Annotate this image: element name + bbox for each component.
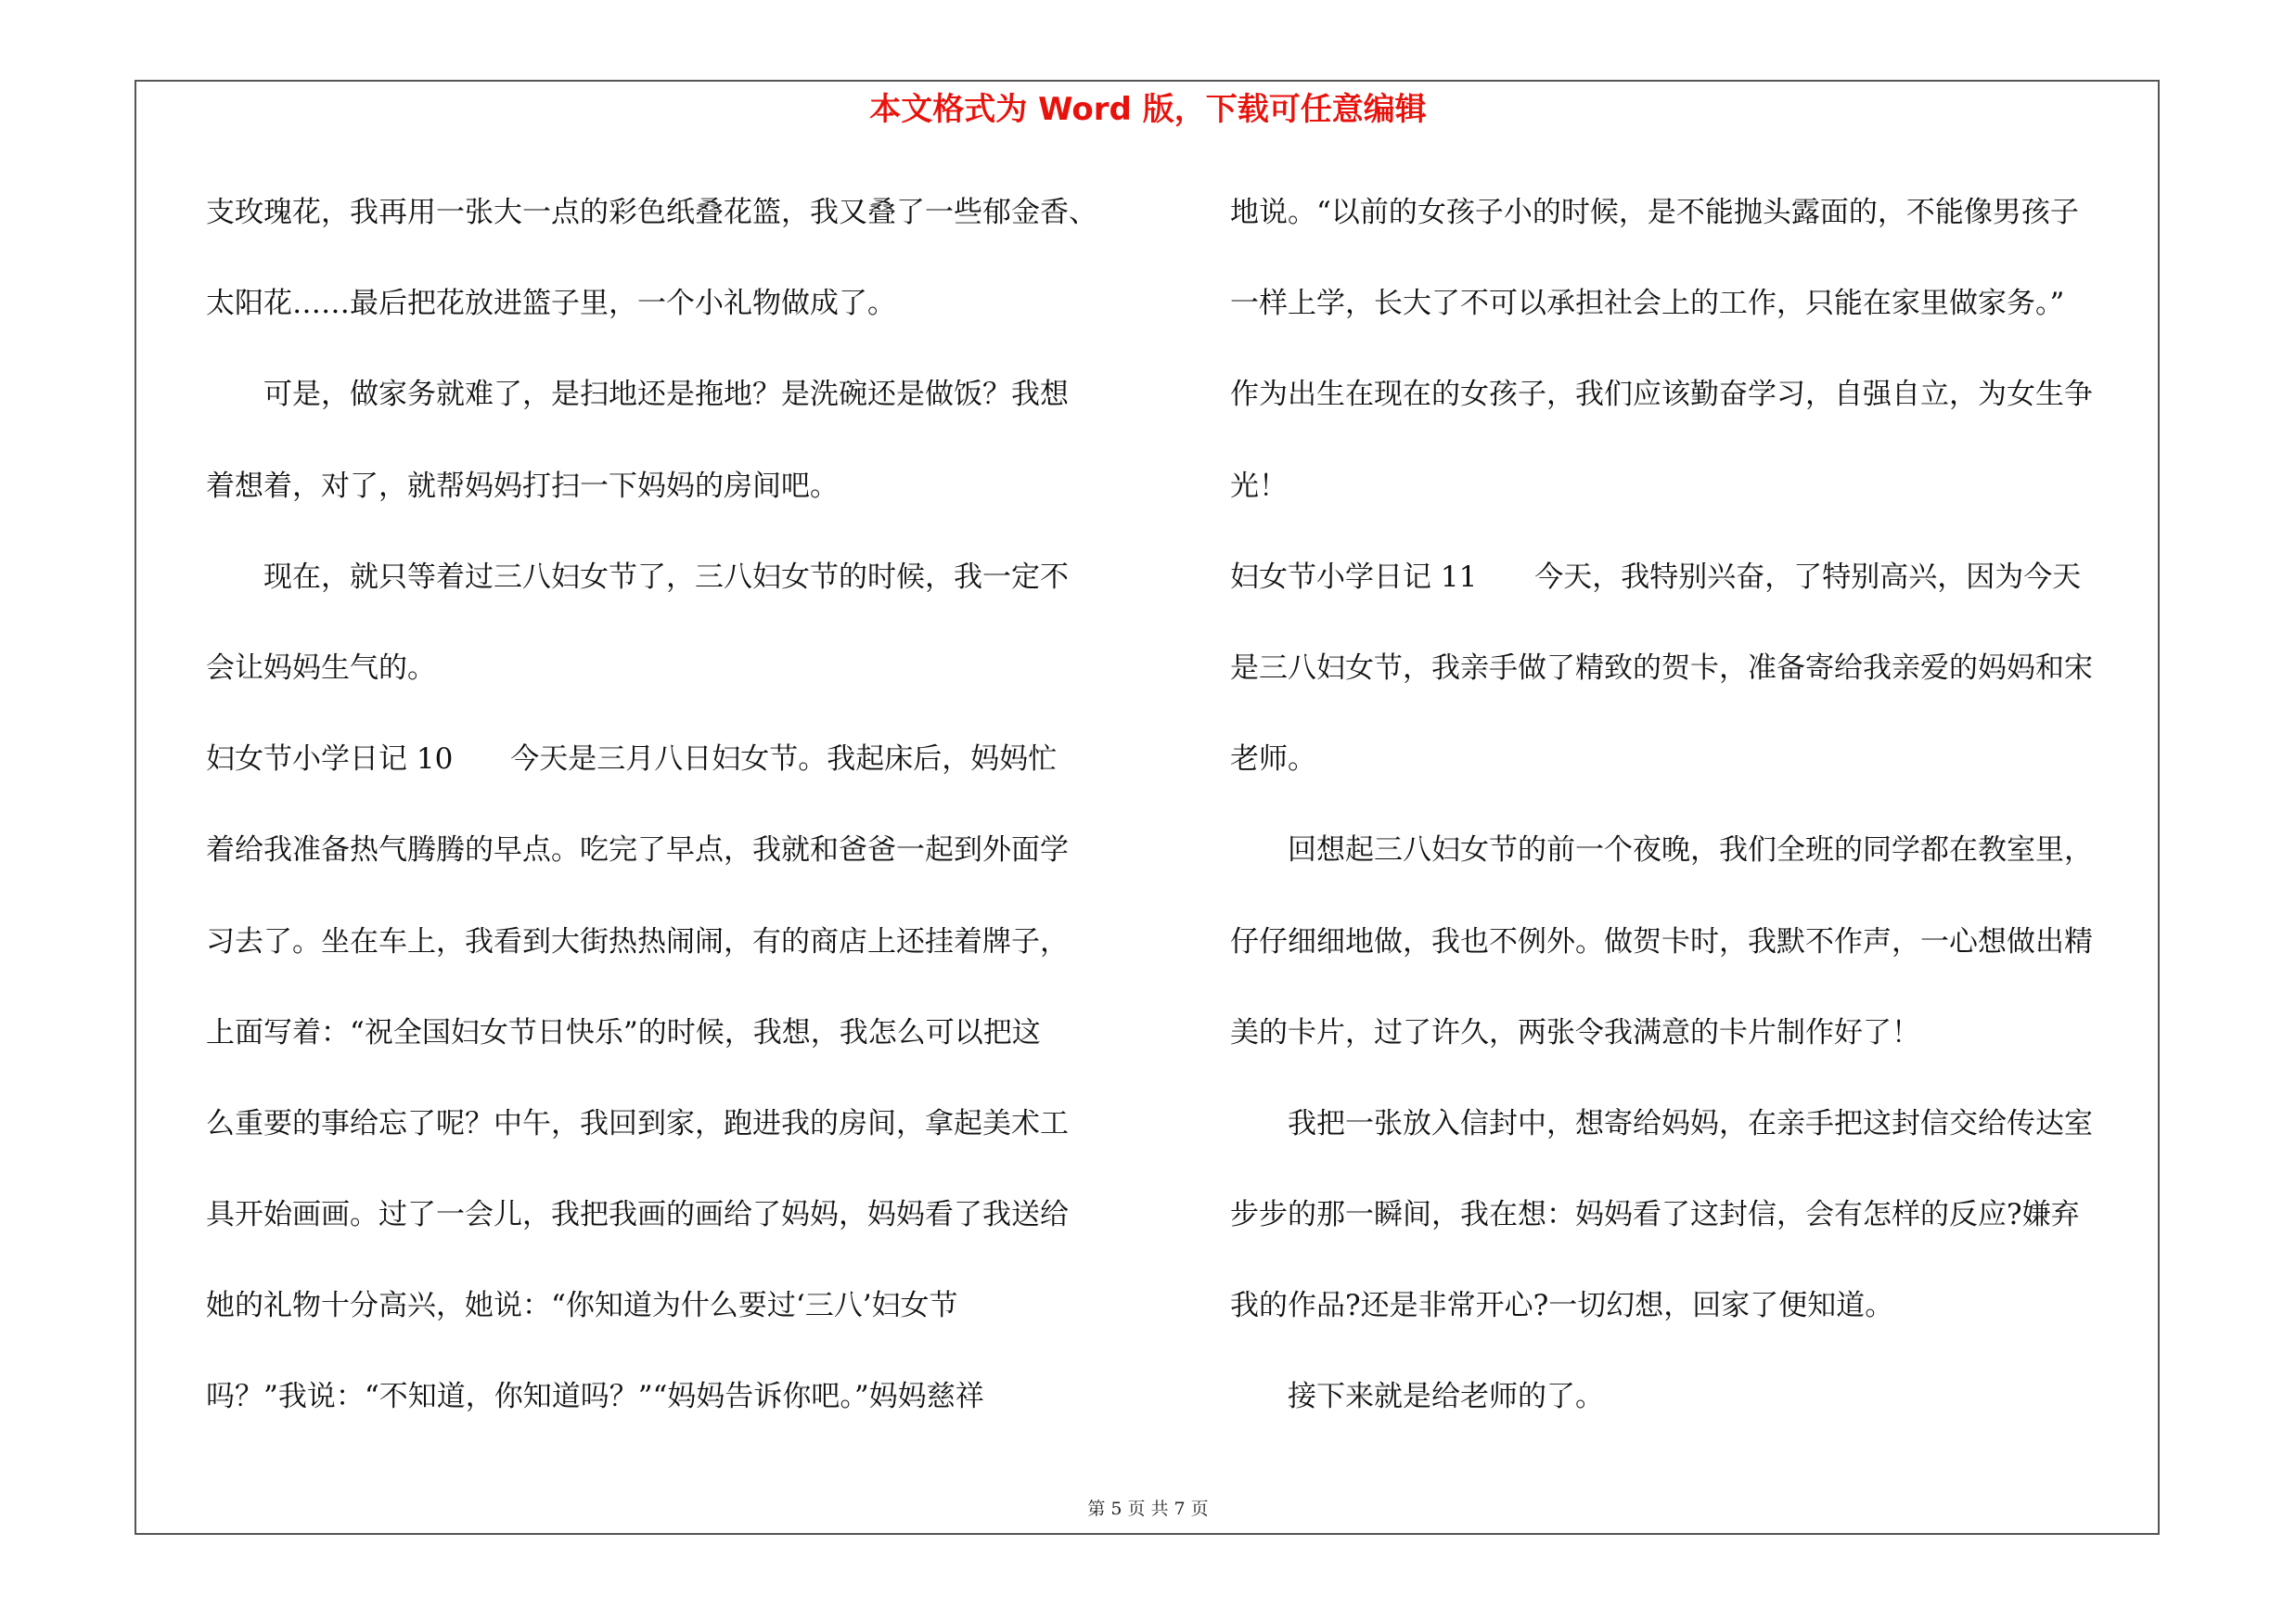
text-line: 吗？”我说：“不知道，你知道吗？”“妈妈告诉你吧。”妈妈慈祥: [206, 1380, 984, 1414]
text-line: 美的卡片，过了许久，两张令我满意的卡片制作好了！: [1230, 1015, 1920, 1050]
section-heading-line: 妇女节小学日记 10 今天是三月八日妇女节。我起床后，妈妈忙: [206, 742, 1058, 777]
text-line: 回想起三八妇女节的前一个夜晚，我们全班的同学都在教室里，: [1230, 833, 2093, 868]
text-line: 我把一张放入信封中，想寄给妈妈，在亲手把这封信交给传达室: [1230, 1106, 2093, 1140]
text-line: 是三八妇女节，我亲手做了精致的贺卡，准备寄给我亲爱的妈妈和宋: [1230, 650, 2093, 685]
right-column: [1230, 186, 2176, 1462]
text-line: 着想着，对了，就帮妈妈打扫一下妈妈的房间吧。: [206, 469, 839, 503]
text-line: 作为出生在现在的女孩子，我们应该勤奋学习，自强自立，为女生争: [1230, 378, 2093, 412]
text-line: 步步的那一瞬间，我在想：妈妈看了这封信，会有怎样的反应?嫌弃: [1230, 1198, 2080, 1232]
format-banner: 本文格式为 Word 版，下载可任意编辑: [869, 91, 1427, 128]
text-line: 现在，就只等着过三八妇女节了，三八妇女节的时候，我一定不: [206, 560, 1069, 594]
text-line: 会让妈妈生气的。: [206, 650, 436, 685]
text-line: 她的礼物十分高兴，她说：“你知道为什么要过‘三八’妇女节: [206, 1289, 958, 1323]
text-line: 上面写着：“祝全国妇女节日快乐”的时候，我想，我怎么可以把这: [206, 1015, 1041, 1050]
text-line: 可是，做家务就难了，是扫地还是拖地？是洗碗还是做饭？我想: [206, 378, 1069, 412]
text-line: 老师。: [1230, 742, 1316, 777]
text-line: 具开始画画。过了一会儿，我把我画的画给了妈妈，妈妈看了我送给: [206, 1198, 1069, 1232]
text-line: 光！: [1230, 469, 1288, 503]
page-number-footer: 第 5 页 共 7 页: [1087, 1499, 1209, 1519]
text-line: 习去了。坐在车上，我看到大街热热闹闹，有的商店上还挂着牌子，: [206, 924, 1069, 959]
text-line: 接下来就是给老师的了。: [1230, 1380, 1604, 1414]
text-line: 太阳花……最后把花放进篮子里，一个小礼物做成了。: [206, 287, 896, 321]
text-line: 仔仔细细地做，我也不例外。做贺卡时，我默不作声，一心想做出精: [1230, 924, 2093, 959]
section-heading-line: 妇女节小学日记 11 今天，我特别兴奋，了特别高兴，因为今天: [1230, 560, 2082, 594]
text-line: 着给我准备热气腾腾的早点。吃完了早点，我就和爸爸一起到外面学: [206, 833, 1069, 868]
text-line: 么重要的事给忘了呢？中午，我回到家，跑进我的房间，拿起美术工: [206, 1106, 1069, 1140]
text-line: 地说。“以前的女孩子小的时候，是不能抛头露面的，不能像男孩子: [1230, 196, 2079, 229]
text-line: 一样上学，长大了不可以承担社会上的工作，只能在家里做家务。”: [1230, 287, 2065, 321]
text-line: 支玫瑰花，我再用一张大一点的彩色纸叠花篮，我又叠了一些郁金香、: [206, 196, 1097, 229]
left-column: [206, 186, 1143, 1462]
text-line: 我的作品?还是非常开心?一切幻想，回家了便知道。: [1230, 1289, 1894, 1323]
